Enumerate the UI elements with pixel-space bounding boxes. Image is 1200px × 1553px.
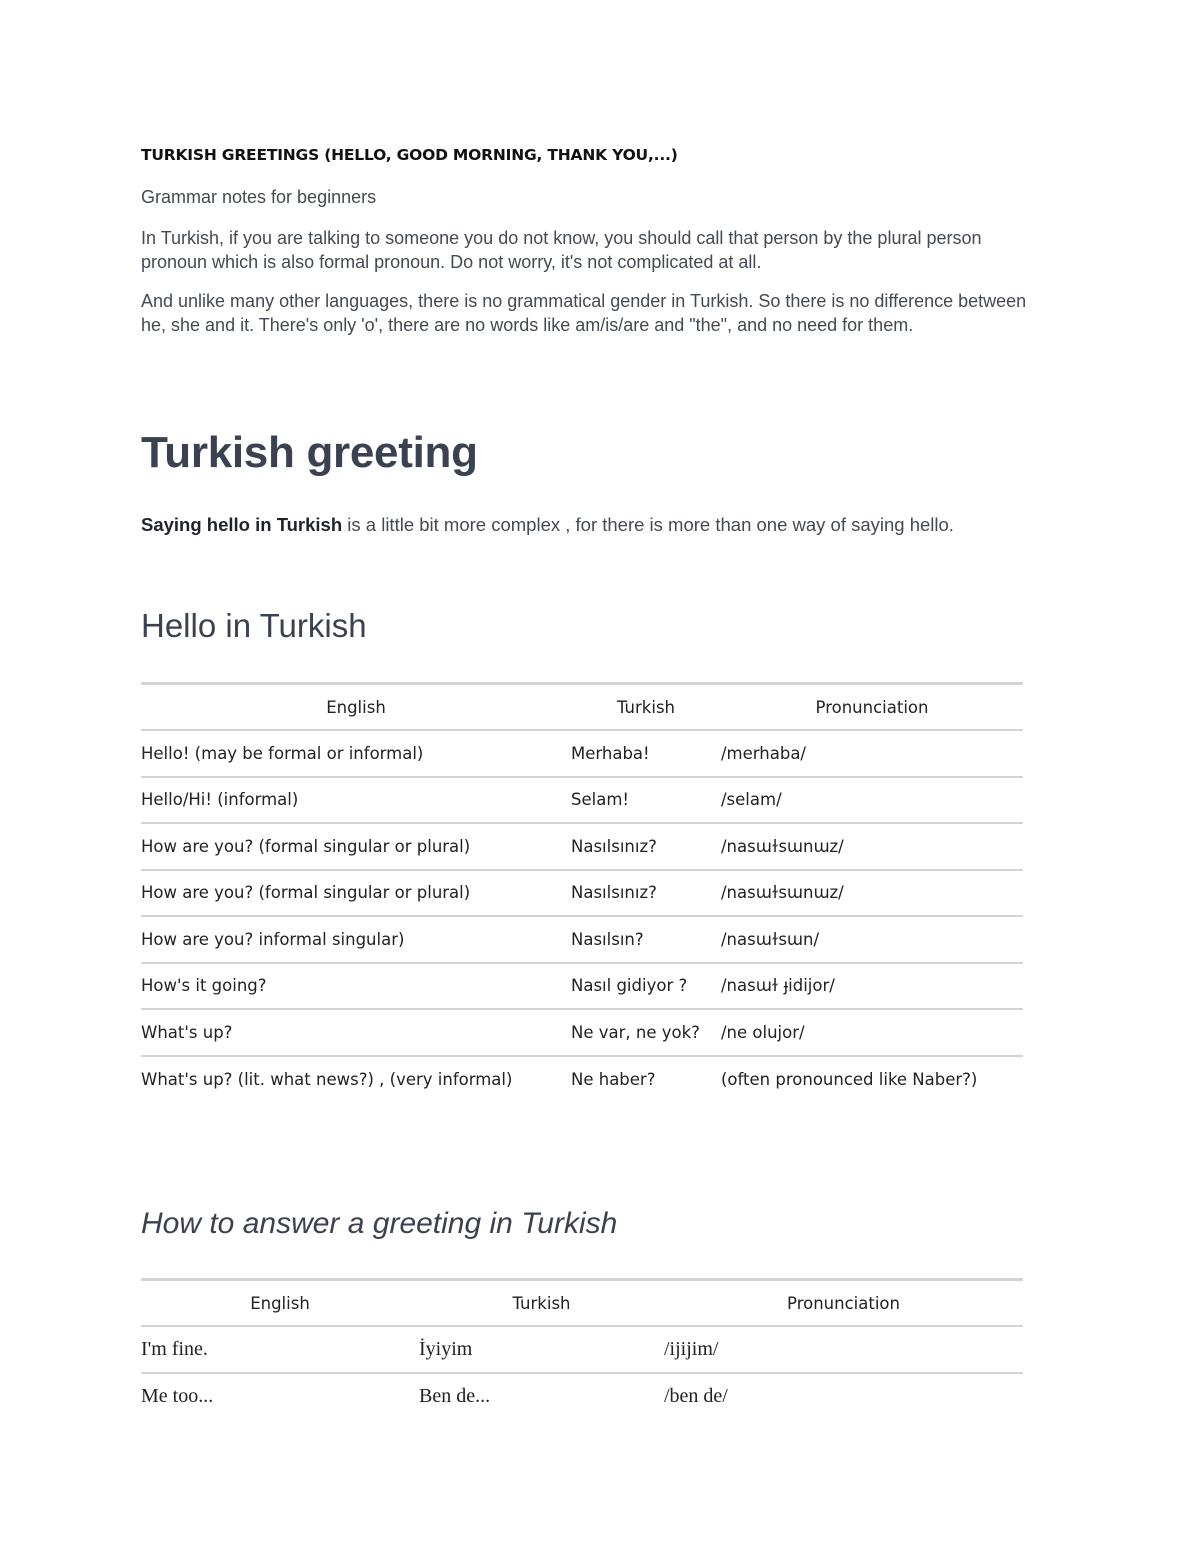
section-heading-hello: Hello in Turkish xyxy=(141,607,367,644)
cell-pronunciation: /ijijim/ xyxy=(664,1326,1023,1373)
column-header-turkish: Turkish xyxy=(571,684,721,731)
cell-turkish: Ben de... xyxy=(419,1373,664,1420)
paragraph-grammatical-gender: And unlike many other languages, there is no grammatical gender in Turkish. So there is no difference between he, she and it. There's only 'o', there are no words like am/is/are and "the", and no need for them. xyxy=(141,291,1027,335)
cell-turkish: Ne var, ne yok? xyxy=(571,1009,721,1056)
cell-english: How are you? informal singular) xyxy=(141,916,571,963)
document-title: TURKISH GREETINGS (HELLO, GOOD MORNING, THANK YOU,...) xyxy=(141,146,678,164)
table-header-row xyxy=(141,684,1023,731)
cell-english: I'm fine. xyxy=(141,1326,419,1373)
cell-pronunciation: /nasɯɫsɯnɯz/ xyxy=(721,870,1023,917)
table-row xyxy=(141,963,1023,1010)
cell-pronunciation: /merhaba/ xyxy=(721,730,1023,777)
cell-turkish: Nasılsınız? xyxy=(571,870,721,917)
cell-pronunciation: /ne olujor/ xyxy=(721,1009,1023,1056)
column-header-pronunciation: Pronunciation xyxy=(664,1280,1023,1327)
table-row xyxy=(141,1056,1023,1103)
column-header-pronunciation: Pronunciation xyxy=(721,684,1023,731)
paragraph-formal-pronoun: In Turkish, if you are talking to someone you do not know, you should call that person by the plural person pronoun which is also formal pronoun. Do not worry, it's not complicated at all. xyxy=(141,228,982,272)
table-header-row xyxy=(141,1280,1023,1327)
cell-pronunciation: /nasɯɫ ɟidijor/ xyxy=(721,963,1023,1010)
cell-pronunciation: /nasɯɫsɯnɯz/ xyxy=(721,823,1023,870)
document-subtitle: Grammar notes for beginners xyxy=(141,187,377,207)
cell-turkish: Selam! xyxy=(571,777,721,824)
cell-turkish: Nasılsın? xyxy=(571,916,721,963)
cell-english: How are you? (formal singular or plural) xyxy=(141,870,571,917)
greeting-intro-bold: Saying hello in Turkish xyxy=(141,514,343,535)
cell-turkish: Nasılsınız? xyxy=(571,823,721,870)
cell-turkish: Ne haber? xyxy=(571,1056,721,1103)
table-row xyxy=(141,777,1023,824)
cell-english: How's it going? xyxy=(141,963,571,1010)
cell-english: Hello! (may be formal or informal) xyxy=(141,730,571,777)
cell-pronunciation: (often pronounced like Naber?) xyxy=(721,1056,1023,1103)
table-row xyxy=(141,870,1023,917)
column-header-english: English xyxy=(141,684,571,731)
table-row xyxy=(141,1009,1023,1056)
cell-pronunciation: /ben de/ xyxy=(664,1373,1023,1420)
table-row xyxy=(141,1373,1023,1420)
cell-english: What's up? (lit. what news?) , (very informal) xyxy=(141,1056,571,1103)
cell-pronunciation: /selam/ xyxy=(721,777,1023,824)
cell-english: What's up? xyxy=(141,1009,571,1056)
answer-table xyxy=(141,1278,1023,1419)
table-row xyxy=(141,823,1023,870)
cell-turkish: Merhaba! xyxy=(571,730,721,777)
table-row xyxy=(141,730,1023,777)
section-heading-turkish-greeting: Turkish greeting xyxy=(141,428,478,477)
cell-turkish: Nasıl gidiyor ? xyxy=(571,963,721,1010)
section-heading-answer-greeting: How to answer a greeting in Turkish xyxy=(141,1207,618,1240)
table-row xyxy=(141,1326,1023,1373)
cell-turkish: İyiyim xyxy=(419,1326,664,1373)
cell-english: Me too... xyxy=(141,1373,419,1420)
cell-english: Hello/Hi! (informal) xyxy=(141,777,571,824)
cell-pronunciation: /nasɯɫsɯn/ xyxy=(721,916,1023,963)
column-header-turkish: Turkish xyxy=(419,1280,664,1327)
greeting-intro xyxy=(141,514,954,536)
column-header-english: English xyxy=(141,1280,419,1327)
greeting-intro-rest: is a little bit more complex , for there is more than one way of saying hello. xyxy=(342,514,954,535)
hello-table xyxy=(141,682,1023,1102)
table-row xyxy=(141,916,1023,963)
cell-english: How are you? (formal singular or plural) xyxy=(141,823,571,870)
